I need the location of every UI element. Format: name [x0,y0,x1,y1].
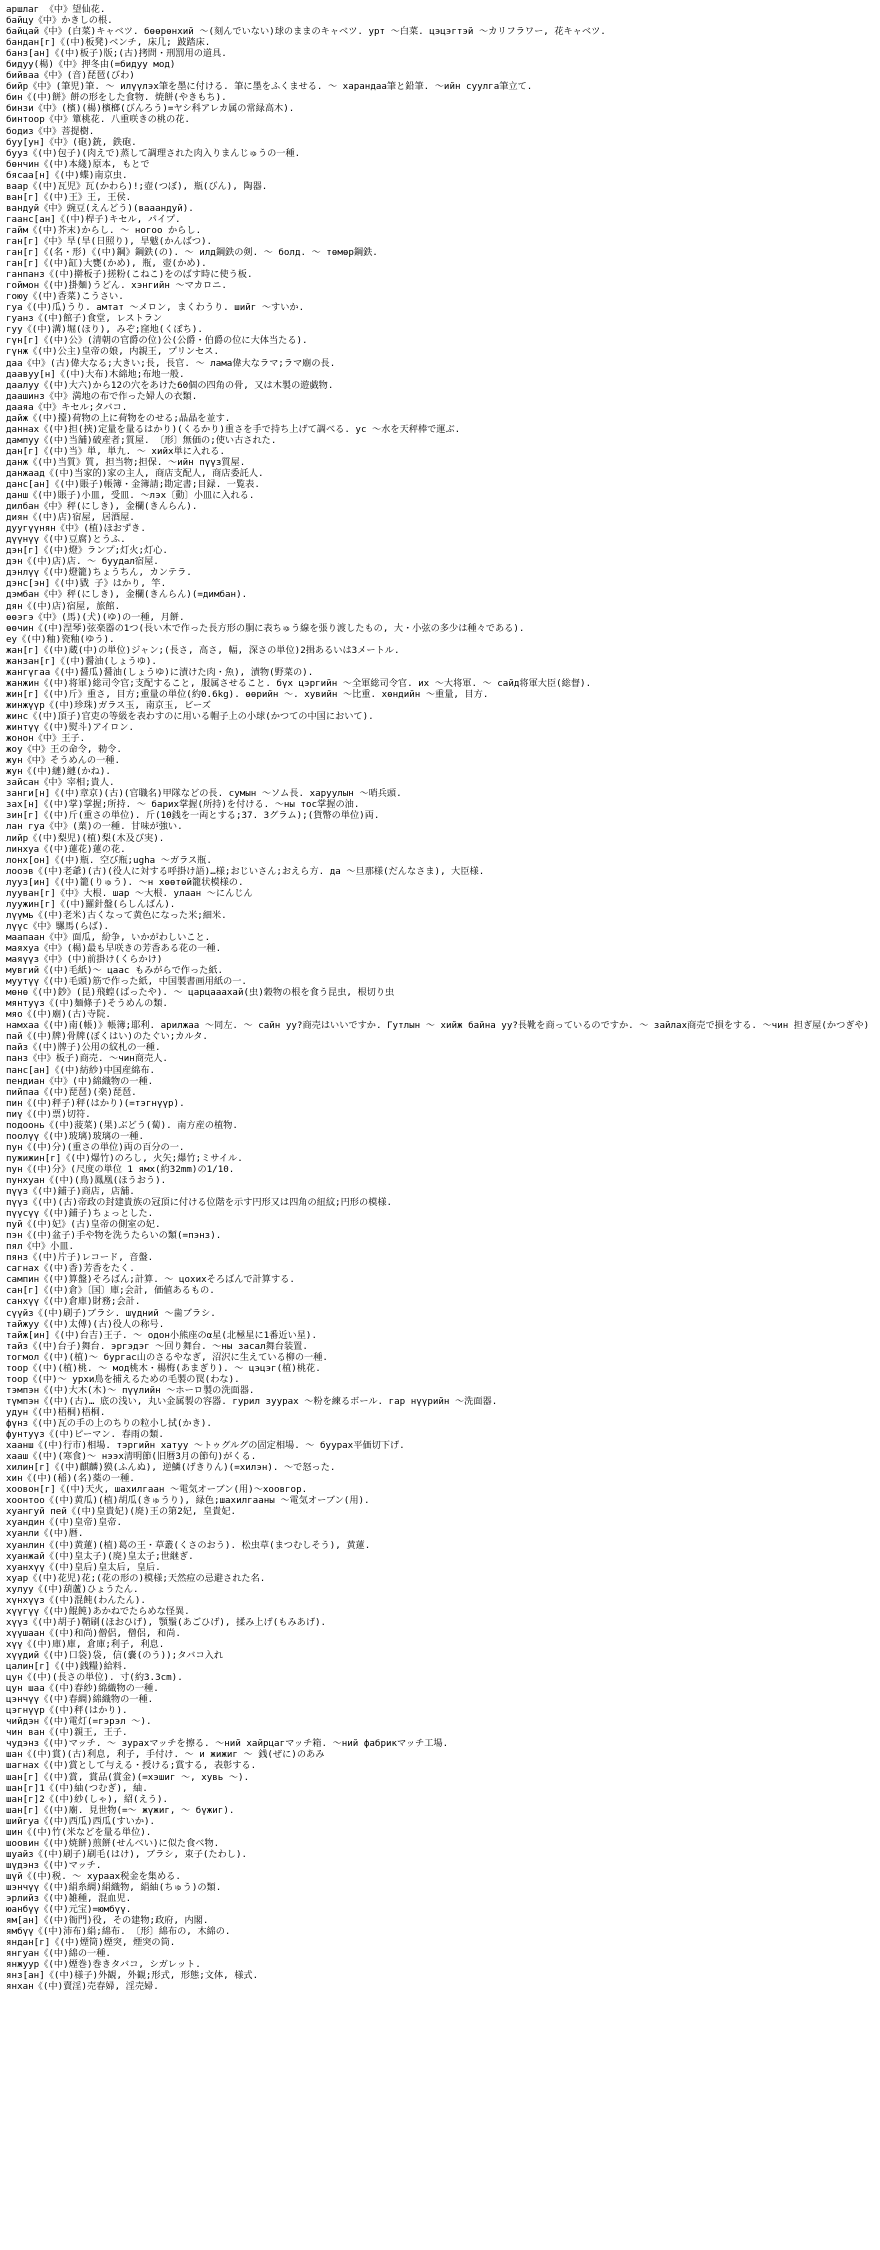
dictionary-entry: жинтүү《(中)熨斗)アイロン. [6,722,134,734]
dictionary-entry: пунхуан《(中)(鳥)鳳凰(ほうおう). [6,1174,167,1186]
dictionary-entry: пэн《(中)盆子)手や物を洗うたらいの類(=пэнз). [6,1230,222,1242]
dictionary-entry: лооэв《(中)老爺)(古)(役人に対する呼掛け語)…様;おじいさん;おえら方. да ～旦那様(だんなさま), 大臣様. [6,865,485,877]
dictionary-entry: поолүү《(中)玻璃)玻璃の一種. [6,1130,145,1142]
dictionary-entry: жоу《中》王の命令, 勅令. [6,744,122,756]
dictionary-entry: ганпанз《(中)擀板子)搓粉(こねこ)をのばす時に使う板. [6,269,253,281]
dictionary-entry: бийваа《中》(音)琵琶(びわ) [6,70,135,82]
dictionary-entry: даалуу《(中)大六)から12の穴をあけた60個の四角の骨, 又は木製の遊戯物. [6,379,334,391]
dictionary-entry: муутүү《(中)毛頭)筋で作った紙, 中国製書画用紙の一. [6,976,247,988]
dictionary-entry: хин《(中)(稲)(名)薬の一種. [6,1473,135,1485]
dictionary-entry: еу《(中)釉)瓷釉(ゆう). [6,633,115,645]
dictionary-entry: дэн《(中)店)店. ～ буудал宿屋. [6,556,159,568]
dictionary-entry: мянтуүз《(中)麺條子)そうめんの類. [6,998,168,1010]
dictionary-entry: дилбан《中》秤(にしき), 金欄(きんらん). [6,501,198,513]
dictionary-entry: хуар《(中)花児)花;(花の形の)模様;天然痘の忌避された名. [6,1572,266,1584]
dictionary-entry: даа《中》(古)偉大なる;大きい;長, 長官. ～ ламa偉大なラマ;ラマ廟の長. [6,357,336,369]
dictionary-entry: жун《(中)縺)縺(かね). [6,766,111,778]
dictionary-entry: яндан[г]《(中)煙筒)煙突, 煙突の筒. [6,1937,176,1949]
dictionary-entry: пял《中》小皿. [6,1241,75,1253]
dictionary-entry: подоонь《(中)菠菜)(果)ぶどう(蔔). 南方産の植物. [6,1119,238,1131]
dictionary-entry: шин《(中)竹(米などを量る単位). [6,1826,152,1838]
dictionary-entry: пүүз《(中)鋪子)商店, 店舗. [6,1186,135,1198]
dictionary-entry: пийпаа《(中)琵琶)(楽)琵琶. [6,1086,137,1098]
dictionary-entry: ган[г]《中》旱(旱(日照り), 旱魃(かんばつ). [6,235,213,247]
dictionary-entry: занги[н]《(中)章京)(古)(官職名)甲隊などの長. сумын ～ソム長. харуулын ～哨兵頭. [6,788,402,800]
dictionary-entry: цун шаа《(中)春紗)綿織物の一種. [6,1683,159,1695]
dictionary-entry: эрлийз《(中)雑種, 混血児. [6,1893,132,1905]
dictionary-entry: маапаан《中》面瓜, 紛争, いかがわしいこと. [6,931,211,943]
dictionary-entry: пянз《(中)片子)レコード, 音盤. [6,1252,154,1264]
dictionary-entry: сагнах《(中)香)芳香をたく. [6,1263,135,1275]
dictionary-entry: хүү《(中)庫)庫, 倉庫;利子, 利息. [6,1638,165,1650]
dictionary-entry: пендиан《中》(中)綿織物の一種. [6,1075,154,1087]
dictionary-entry: хулуу《(中)葫蘆)ひょうたん. [6,1583,139,1595]
dictionary-entry: лүүмь《(中)老米)古くなって黄色になった米;細米. [6,909,227,921]
dictionary-entry: санхүү《(中)倉庫)財務;会計. [6,1296,141,1308]
dictionary-entry: сүүйз《(中)刷子)ブラシ. шүдний ～歯ブラシ. [6,1307,216,1319]
dictionary-entry: гүн[г]《(中)公》(清朝の官爵の位)公(公爵・伯爵の位に大体当たる). [6,335,308,347]
dictionary-entry: гүнж《(中)公主)皇帝の娘, 内親王, プリンセス. [6,346,220,358]
dictionary-entry: тэмпэн《(中)大木(木)～ пүүлийн ～ホーロ製の洗面器. [6,1384,255,1396]
dictionary-entry: фунтуүз《(中)ピーマン. 春雨の類. [6,1429,164,1441]
dictionary-entry: лан гуа《中》(菓)の一種. 甘味が強い. [6,821,183,833]
dictionary-entry: пай《(中)牌)骨牌(ぼくはい)のたぐい;カルタ. [6,1031,208,1043]
dictionary-entry: чин ван《(中)親王, 王子. [6,1727,128,1739]
dictionary-entry: бинтоор《中》簞桃花. 八重咲きの桃の花. [6,114,190,126]
dictionary-entry: мяо《(中)廟)(古)寺院. [6,1009,111,1021]
dictionary-entry: пун《(中)分)(重さの単位)両の百分の一. [6,1141,185,1153]
dictionary-entry: бандан[г]《(中)板凳)ベンチ, 床几; 跛踏床. [6,37,211,49]
dictionary-entry: чийдэн《(中)電灯(=гэрэл ～). [6,1716,152,1728]
dictionary-entry: чудэнз《(中)マッチ. ～ зурахマッチを擦る. ～ний хайрцагマッチ箱. ～ний фабрикマッチ工場. [6,1738,449,1750]
dictionary-entry: ган[г]《(中)缸)大甕(かめ), 瓶, 壺(かめ). [6,258,207,270]
dictionary-entry: тайж[ин]《(中)台吉)王子. ～ одон小熊座のα星(北極星に1番近い星). [6,1329,317,1341]
dictionary-entry: жанжин《(中)将軍)総司令官;支配すること, 服属させること. бүх цэргийн ～全軍総司令官. их ～大将軍. ～ сайд将軍大臣(総督). [6,677,592,689]
dictionary-entry: цэнчүү《(中)春綢)綿織物の一種. [6,1694,154,1706]
dictionary-entry: дампуу《(中)当舗)破産者;質屋. 〔形〕無価の;使い古された. [6,434,277,446]
dictionary-entry: янхан《(中)賣淫)売春婦, 淫売婦. [6,1981,159,1993]
dictionary-entry: буу[ун]《中》(砲)銃, 鉄砲. [6,136,137,148]
dictionary-entry: жин[г]《(中)斤》重さ, 目方;重量の単位(約0.6kg). өөрийн ～. хувийн ～比重. хөндийн ～重量, 目方. [6,688,489,700]
dictionary-entry: зайсан《中》宰相;貴人. [6,777,115,789]
dictionary-entry: бөнчин《(中)本綫)原本, もとで [6,158,150,170]
dictionary-entry: байцу《中》かきしの根. [6,15,113,27]
dictionary-entry: хүүдий《(中)口袋)袋, 信(嚢(のう));タバコ入れ [6,1649,224,1661]
dictionary-entry: даавуу[н]《(中)大布)木綿地;布地一般. [6,368,185,380]
dictionary-entry: шэнчүү《(中)絹糸綢)絹織物, 絹紬(ちゅう)の類. [6,1881,222,1893]
dictionary-entry: шан[г]《(中)廟. 見世物(=～ жүжиг, ～ бүжиг). [6,1804,235,1816]
dictionary-entry: түмпэн《(中)(古)… 底の浅い, 丸い金属製の容器. гурил зуурах ～粉を練るボール. гар нүүрийн ～洗面器. [6,1395,498,1407]
dictionary-entry: гуа《(中)瓜)うり. амтат ～メロン, まくわうり. шийг ～すいか. [6,302,305,314]
dictionary-entry: шүдэнз《(中)マッチ. [6,1859,102,1871]
dictionary-entry: сампин《(中)算盤)そろばん;計算. ～ цохихそろばんで計算する. [6,1274,295,1286]
dictionary-entry: ямбүү《(中)沛布)絹;綿布. 〔形〕綿布の, 木綿の. [6,1926,231,1938]
dictionary-entry: маяүүз《中》(中)前掛け(くらかけ) [6,954,163,966]
dictionary-entry: шан[г]1《(中)紬(つむぎ), 紬. [6,1782,148,1794]
dictionary-entry: жангүгаа《(中)醤瓜)醤油(しょうゆ)に漬けた肉・魚), 漬物(野菜の). [6,666,314,678]
dictionary-entry: сан[г]《(中)倉》〔国〕庫;会計, 価値あるもの. [6,1285,215,1297]
dictionary-entry: жонон《中》王子. [6,733,86,745]
dictionary-entry: данж《(中)当質》質, 担当物;担保. ～ийн пүүз質屋. [6,456,246,468]
dictionary-entry: тайз《(中)台子)舞台. эргэдэг ～回り舞台. ～ны засал舞台装置. [6,1340,308,1352]
dictionary-entry: юанбүү《(中)元宝)=юмбүү. [6,1904,132,1916]
dictionary-entry: даашинз《中》満地の布で作った婦人の衣類. [6,390,198,402]
dictionary-entry: даннах《(中)担(挾)定量を量るはかり)(くるかり)重さを手で持ち上げて調べる. ус ～水を天秤棒で運ぶ. [6,423,461,435]
dictionary-entry: данс[ан]《(中)賬子)帳簿・金簿請;勘定書;目録. 一覧表. [6,479,260,491]
dictionary-entry: цэгнүүр《(中)秤(はかり). [6,1705,128,1717]
dictionary-entry: ваар《(中)瓦児》瓦(かわら)!;壺(つぼ), 瓶(びん), 陶器. [6,180,268,192]
dictionary-entry: бууз《(中)包子)(肉えで)蒸して調理された肉入りまんじゅうの一種. [6,147,301,159]
dictionary-entry: панз《中》板子)商売. ～чин商売人. [6,1053,168,1065]
dictionary-entry: хуанжай《(中)皇太子)(廃)皇太子;世継ぎ. [6,1550,194,1562]
dictionary-entry: шуайз《(中)刷子)刷毛(はけ), ブラシ, 束子(たわし). [6,1848,248,1860]
dictionary-entry: пиү《(中)票)切符. [6,1108,91,1120]
dictionary-entry: гуу《(中)溝)堀(ほり), みぞ;窪地(くぼち). [6,324,203,336]
dictionary-entry: данжаад《(中)当家的)家の主人, 商店支配人, 商店委託人. [6,467,264,479]
dictionary-entry: янжуур《(中)煙巻)巻きタバコ, シガレット. [6,1959,201,1971]
dictionary-entry: лууз[ин]《(中)籠(りゅう). ～н хөөтөй籠状模様の. [6,876,244,888]
dictionary-entry: шийгуа《(中)西瓜)西瓜(すいか). [6,1815,156,1827]
dictionary-entry: хуандин《(中)皇帝)皇帝. [6,1517,122,1529]
dictionary-entry: пайз《(中)牌子)公用の紋札の一種. [6,1042,161,1054]
dictionary-entry: гаанс[ан]《(中)桿子)キセル, パイプ. [6,213,181,225]
dictionary-entry: дэмбан《中》秤(にしき), 金欄(きんらん)(=димбан). [6,589,248,601]
dictionary-entry: пүүсүү《(中)鋪子)ちょっとした. [6,1208,154,1220]
dictionary-entry: хуангуй пей《(中)皇貴妃)(廃)王の第2妃, 皇貴妃. [6,1506,237,1518]
dictionary-entry: хуанлин《(中)黄蓮)(植)葛の王・草叢(くさのおう). 松虫草(まつむしそう), 黄蓮. [6,1539,371,1551]
dictionary-entry: лүүс《中》騾馬(らば). [6,920,110,932]
dictionary-entry: жанзан[г]《(中)醤油(しょうゆ). [6,655,157,667]
dictionary-entry: фүнз《(中)瓦の手の上のちりの粒小し拭(かき). [6,1418,212,1429]
dictionary-entry: банз[ан]《(中)板子)版;(古)拷問・刑罰用の道具. [6,48,227,60]
dictionary-entry: гайм《(中)芥末)からし. ～ ногоо からし. [6,224,202,236]
dictionary-entry: дүүнүү《(中)豆腐)とうふ. [6,534,126,546]
dictionary-entry: цалин[г]《(中)銭糧)給料. [6,1661,128,1673]
dictionary-entry: ям[ан]《(中)衙門)役, その建物;政府, 内閣. [6,1915,209,1927]
dictionary-entry: янгуан《(中)綿の一種. [6,1948,111,1960]
dictionary-entry: лийр《(中)梨児)(植)梨(木及び実). [6,832,165,844]
dictionary-entry: ван[г]《(中)王》王, 王侯. [6,191,132,203]
dictionary-entry: бидуу(楊)《中》押冬由(=бидуу мод) [6,59,176,71]
dictionary-entry: пүүз《(中)(古)帝政の封建貴族の冠頂に付ける位階を示す円形又は四角の紐紋;円形の模様. [6,1197,393,1209]
dictionary-entry: дэн[г]《(中)燈》ランプ;灯火;灯心. [6,545,168,557]
dictionary-entry: вандуй《中》豌豆(えんどう)(вааандуй). [6,202,194,214]
dictionary-entry: цун《(中)(長さの単位). 寸(約3.3cm). [6,1672,183,1684]
dictionary-entry: хүүшаан《(中)和尚)僧侶, 僧侶, 和尚. [6,1627,181,1639]
dictionary-entry: удун《(中)梧桐)梧桐. [6,1406,106,1418]
dictionary-entry: зах[н]《(中)掌)掌握;所持. ～ барих掌握(所持)を付ける. ～ны тос掌握の油. [6,799,360,811]
dictionary-entry: жун《中》そうめんの一種. [6,755,120,767]
dictionary-entry: бинзи《中》(檳)(楊)檳榔(びんろう)=ヤシ科アレカ属の常緑高木). [6,103,295,115]
dictionary-entry: хаанш《(中)行市)相場. тэргийн хатуу ～トゥグルグの固定相場. ～ буурах平価切下げ. [6,1440,405,1452]
dictionary-entry: хүүгүү《(中)餛飩)あかねでたらめな怪異. [6,1605,190,1617]
dictionary-entry: байцай《中》(白菜)キャベツ. бөөрөнхий ～(刻んでいない)球のままのキャベツ. урт ～白菜. цэцэгтэй ～カリフラワー, 花キャベツ. [6,26,606,38]
dictionary-entry: тоор《(中)～ урхи鳥を捕えるための毛製の罠(わな). [6,1373,240,1385]
dictionary-entry: маяхуа《中》(楊)最も早咲きの芳香ある花の一種. [6,942,222,954]
dictionary-entry: шүй《(中)税. ～ хураах税金を集める. [6,1870,181,1882]
dictionary-entry: диян《(中)店)宿屋, 居酒屋. [6,512,135,524]
dictionary-entry: линхуа《(中)蓮花)蓮の花. [6,843,126,855]
dictionary-entry: дэнс[эн]《(中)戥 子》はかり, 竿. [6,578,167,590]
dictionary-entry: бясаа[н]《(中)蝶)南京虫. [6,169,128,181]
dictionary-entry: мөнө《(中)鈔》(昆)飛蝗(ばったや). ～ царцааахай(虫)穀物の根を食う昆虫, 根切り虫 [6,987,395,999]
dictionary-entry: дуугүүнян《中》(植)ほおずき. [6,523,146,535]
dictionary-entry: лонх[он]《(中)瓶. 空び瓶;ugha ～ガラス瓶. [6,854,212,866]
dictionary-entry: намхаа《(中)南(帳)》帳簿;耶利. арилжаа ～同左. ～ сайн уу?商売はいいですか. Гутлын ～ хийж байна уу?長靴を商っているのですか. ～ зайлах商売で損をする. ～чин 担ぎ屋(かつぎや) [6,1020,870,1032]
dictionary-entry: хуанхүү《(中)皇后)皇太后, 皇后. [6,1561,161,1573]
dictionary-entry: хоовон[г]《(中)天火, шахилгаан ～電気オーブン(用)～хоовгор. [6,1484,308,1496]
dictionary-entry: ган[г]《(名・形)《(中)鋼》鋼鉄(の). ～ илд鋼鉄の剣. ～ болд. ～ төмөр鋼鉄. [6,247,378,259]
dictionary-entry: гоймон《(中)掛麺)うどん. хэнгийн ～マカロニ. [6,280,227,292]
dictionary-entry: жинс《(中)頂子)官吏の等級を表わすのに用いる帽子上の小球(かつての中国において). [6,711,374,722]
dictionary-entry: дайж《(中)擡)荷物の上に荷物をのせる;晶晶を並す. [6,412,231,424]
dictionary-entry: шан《(中)賞)(古)利息, 利子, 手付け. ～ и жижиг ～ 銭(ぜに)のあみ [6,1749,325,1761]
dictionary-entry: бин《(中)餅》餅の形をした食物. 焼餅(やきもち). [6,92,227,104]
dictionary-entry: шоовин《(中)焼餅)煎餅(せんべい)に似た食べ物. [6,1837,220,1849]
dictionary-entry: хүүз《(中)胡子)鞘刷(ほおひげ), 顎鬚(あごひげ), 揉み上げ(もみあげ). [6,1616,327,1628]
dictionary-entry: тайжуу《(中)太傅)(古)役人の称号. [6,1318,165,1330]
dictionary-entry: дэнлүү《(中)燈籠)ちょうちん, カンテラ. [6,567,192,579]
dictionary-entry: жан[г]《(中)蔵(中)の単位)ジャン;(長さ, 高さ, 幅, 深さの単位)2揖あるいは3メートル. [6,644,400,656]
dictionary-entry: панс[ан]《(中)紡紗)中国産綿布. [6,1064,156,1076]
dictionary-entry: шан[г]2《(中)紗(しゃ), 紹(えう). [6,1793,169,1805]
dictionary-entry: бийр《中》(筆児)筆. ～ илүүлэх筆を墨に付ける. 筆に墨をふくませる. ～ харандаа筆と鉛筆. ～ийн суулга筆立て. [6,81,533,93]
dictionary-entry: тоор《(中)(植)桃. ～ мод桃木・楊梅(あまぎり). ～ цэцэг(植)桃花. [6,1362,321,1374]
dictionary-entry: гоюу《(中)香菜)こうさい. [6,291,124,303]
dictionary-entry: аршлаг 《中》望仙花. [6,4,106,15]
dictionary-entry: жинжүүр《(中)珍珠)ガラス玉, 南京玉, ビーズ [6,699,211,711]
dictionary-entry: дян《(中)店)宿屋, 旅館. [6,600,121,612]
dictionary-entry: янз[ан]《(中)様子)外観, 外観;形式, 形態;文体, 様式. [6,1970,259,1982]
dictionary-entry: зин[г]《(中)斤(重さの単位). 斤(10銭を一両とする;37. 3グラム);(貨幣の単位)両. [6,810,380,822]
dictionary-entry: данш《(中)賬子)小皿, 受皿. ～лэх〔動〕小皿に入れる. [6,490,255,502]
dictionary-entry: хааш《(中)(寒食)～ нээх清明節(旧暦3月の節句)がくる. [6,1451,257,1463]
dictionary-entry: өөчин《(中)涅琴)弦楽器の1つ(長い木で作った長方形の胴に表ちゅう線を張り渡したもの, 大・小弦の多少は種々である). [6,622,525,634]
dictionary-entry: пун《(中)分》(尺度の単位 1 ямх(約32mm)の1/10. [6,1163,235,1175]
dictionary-entry: гуанз《(中)館子)食堂, レストラン [6,313,163,325]
dictionary-entry: дан[г]《(中)当》単, 単九. ～ хийх単に入れる. [6,445,226,457]
dictionary-entry: дааяа《中》キセル;タバコ. [6,401,128,413]
dictionary-entry: хуанли《(中)暦. [6,1528,84,1540]
dictionary-entry: тогмол《(中)(植)～ бургас山のさるやなぎ, 沼沢に生えている柳の一種. [6,1351,328,1363]
dictionary-entry: шан[г]《(中)賞, 賞品(賞金)(=хэшиг ～, хувь ～). [6,1771,250,1783]
dictionary-entry: өөэгэ《中》(馬)(犬)(ゆ)の一種, 月餅. [6,611,185,623]
dictionary-entry: мувгий《(中)毛紙)～ цаас もみがらで作った紙. [6,965,224,977]
dictionary-entry: лууван[г]《中》大根. шар ～大根. улаан ～にんじん [6,887,253,899]
dictionary-entry: хилин[г]《(中)麒麟)獏(ふんぬ), 逆鱗(げきりん)(=хилэн). ～で怒った. [6,1462,336,1474]
dictionary-entry: хоонтоо《(中)黄瓜)(植)胡瓜(きゅうり), 緑色;шахилгааны ～電気オーブン(用). [6,1495,370,1507]
dictionary-entry: хүнхүүз《(中)混飩(わんたん). [6,1594,146,1606]
dictionary-entry: пуй《(中)妃》(古)皇帝の側室の妃. [6,1219,161,1231]
dictionary-entry: бодиз《中》菩提樹. [6,125,95,137]
dictionary-entry: шагнах《(中)賞として与える・授ける;賞する, 表彰する. [6,1760,257,1772]
dictionary-entry: пужижин[г]《(中)爆竹)のろし, 火矢;爆竹;ミサイル. [6,1152,243,1164]
dictionary-entry: луужин[г]《(中)羅針盤(らしんばん). [6,898,176,910]
dictionary-entry: пин《(中)秤子)秤(はかり)(=тэгнүүр). [6,1097,185,1109]
